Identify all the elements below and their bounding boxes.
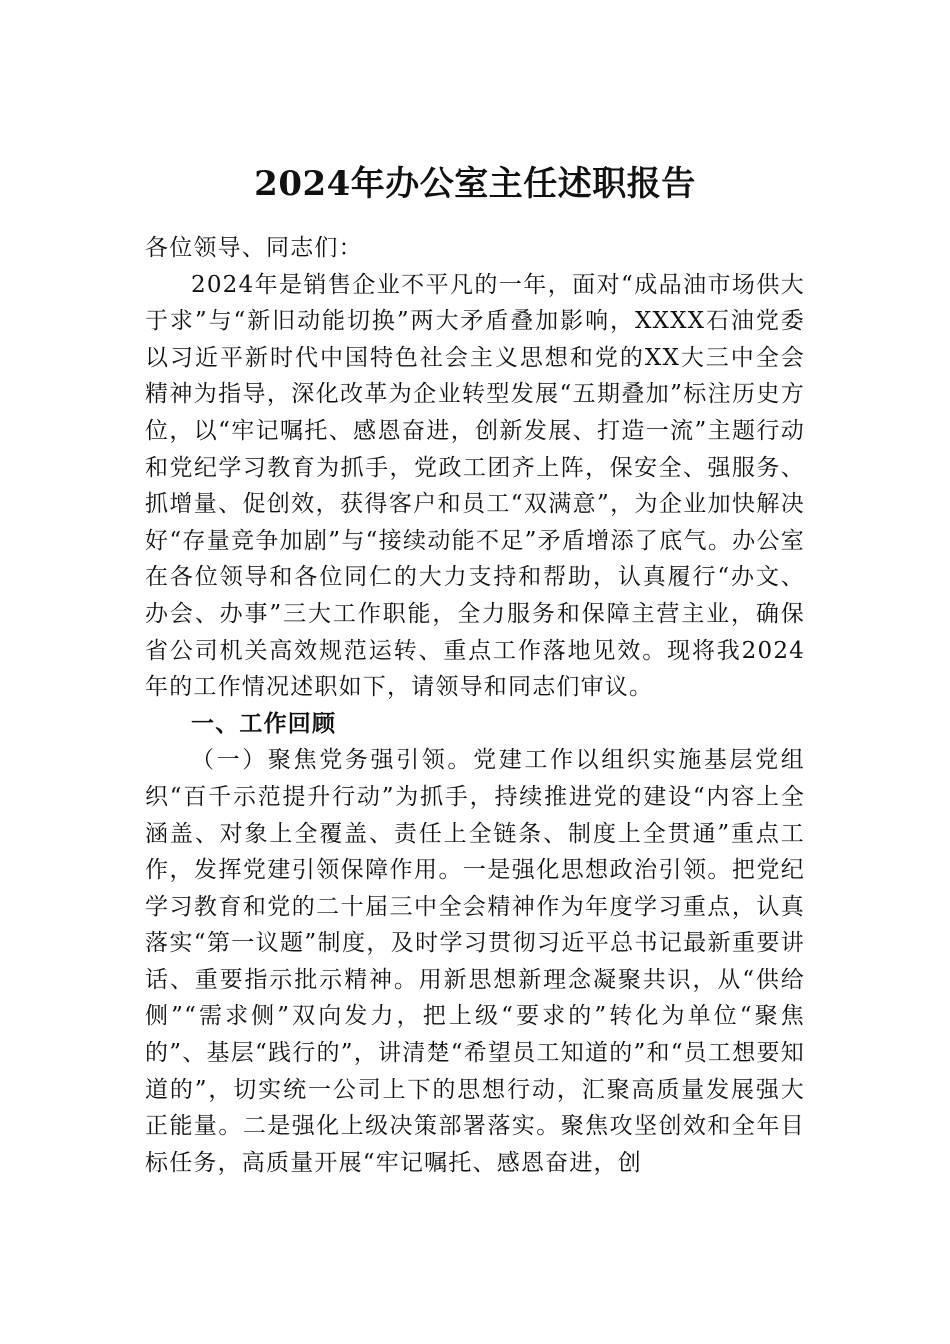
salutation: 各位领导、同志们： [145,235,363,261]
section-heading-work-review: 一、工作回顾 [191,710,337,737]
paragraph-party-affairs: （一）聚焦党务强引领。党建工作以组织实施基层党组织“百千示范提升行动”为抓手，持续推进党的建设“内容上全涵盖、对象上全覆盖、责任上全链条、制度上全贯通”重点工作，发挥党建引领保障作用。一是强化思想政治引领。把党纪学习教育和党的二十届三中全会精神作为年度学习重点，认真落实“第一议题”制度，及时学习贯彻习近平总书记最新重要讲话、重要指示批示精神。用新思想新理念凝聚共识，从“供给侧”“需求侧”双向发力，把上级“要求的”转化为单位“聚焦的”、基层“践行的”，讲清楚“希望员工知道的”和“员工想要知道的”，切实统一公司上下的思想行动，汇聚高质量发展强大正能量。二是强化上级决策部署落实。聚焦攻坚创效和全年目标任务，高质量开展“牢记嘱托、感恩奋进，创 [145,747,805,1176]
document-body [145,230,805,1181]
document-title: 2024年办公室主任述职报告 [254,164,696,204]
paragraph-intro: 2024年是销售企业不平凡的一年，面对“成品油市场供大于求”与“新旧动能切换”两大矛盾叠加影响，XXXX石油党委以习近平新时代中国特色社会主义思想和党的XX大三中全会精神为指导，深化改革为企业转型发展“五期叠加”标注历史方位，以“牢记嘱托、感恩奋进，创新发展、打造一流”主题行动和党纪学习教育为抓手，党政工团齐上阵，保安全、强服务、抓增量、促创效，获得客户和员工“双满意”，为企业加快解决好“存量竞争加剧”与“接续动能不足”矛盾增添了底气。办公室在各位领导和各位同仁的大力支持和帮助，认真履行“办文、办会、办事”三大工作职能，全力服务和保障主营主业，确保省公司机关高效规范运转、重点工作落地见效。现将我2024年的工作情况述职如下，请领导和同志们审议。 [145,271,805,701]
